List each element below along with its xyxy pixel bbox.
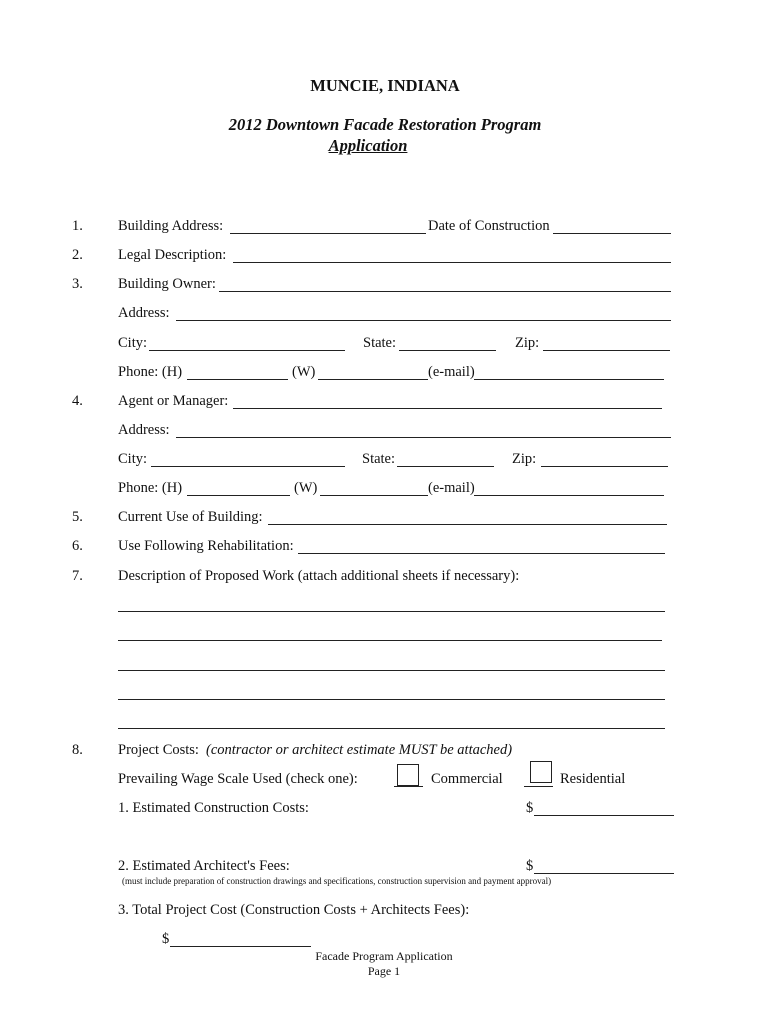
building-owner-field[interactable] — [219, 291, 671, 292]
total-label: 3. Total Project Cost (Construction Costs + Architects Fees): — [118, 902, 470, 918]
owner-email-field[interactable] — [474, 379, 664, 380]
owner-address-label: Address: — [118, 305, 170, 321]
description-line[interactable] — [118, 699, 665, 700]
est-construction-label: 1. Estimated Construction Costs: — [118, 800, 309, 816]
date-of-construction-label: Date of Construction — [428, 218, 550, 234]
owner-phone-w-label: (W) — [292, 364, 316, 380]
agent-email-label: (e-mail) — [428, 480, 475, 496]
footer-title: Facade Program Application — [315, 949, 453, 963]
residential-checkbox[interactable] — [530, 761, 552, 783]
application-title: Application — [328, 136, 408, 155]
building-address-label: Building Address: — [118, 218, 224, 234]
agent-city-label: City: — [118, 451, 148, 467]
item-number: 5. — [72, 509, 83, 525]
residential-label: Residential — [560, 771, 626, 787]
owner-email-label: (e-mail) — [428, 364, 475, 380]
use-following-field[interactable] — [298, 553, 665, 554]
agent-state-label: State: — [362, 451, 396, 467]
building-owner-label: Building Owner: — [118, 276, 216, 292]
agent-address-label: Address: — [118, 422, 170, 438]
agent-state-field[interactable] — [397, 466, 494, 467]
commercial-checkbox[interactable] — [397, 764, 419, 786]
owner-zip-label: Zip: — [515, 335, 540, 351]
item-number: 4. — [72, 393, 83, 409]
agent-phone-w-label: (W) — [294, 480, 318, 496]
legal-description-field[interactable] — [233, 262, 671, 263]
item-number: 8. — [72, 742, 83, 758]
owner-phone-h-label: Phone: (H) — [118, 364, 183, 380]
agent-zip-field[interactable] — [541, 466, 668, 467]
description-line[interactable] — [118, 611, 665, 612]
page-title: MUNCIE, INDIANA — [310, 76, 460, 95]
agent-zip-label: Zip: — [512, 451, 537, 467]
owner-phone-h-field[interactable] — [187, 379, 288, 380]
description-line[interactable] — [118, 640, 662, 641]
total-field[interactable] — [170, 946, 311, 947]
page-number: Page 1 — [367, 964, 401, 978]
architect-note: (must include preparation of construction drawings and specifications, construction supervision and payment approval) — [122, 876, 552, 886]
residential-underline — [524, 786, 553, 787]
project-costs-label: Project Costs: — [118, 742, 199, 758]
agent-address-field[interactable] — [176, 437, 671, 438]
current-use-field[interactable] — [268, 524, 667, 525]
item-number: 1. — [72, 218, 83, 234]
est-architect-field[interactable] — [534, 873, 674, 874]
commercial-underline — [394, 786, 423, 787]
owner-state-label: State: — [363, 335, 397, 351]
commercial-label: Commercial — [431, 771, 503, 787]
description-line[interactable] — [118, 728, 665, 729]
agent-phone-w-field[interactable] — [320, 495, 428, 496]
est-construction-field[interactable] — [534, 815, 674, 816]
description-label: Description of Proposed Work (attach additional sheets if necessary): — [118, 568, 520, 584]
prevailing-label: Prevailing Wage Scale Used (check one): — [118, 771, 358, 787]
description-line[interactable] — [118, 670, 665, 671]
est-architect-label: 2. Estimated Architect's Fees: — [118, 858, 290, 874]
use-following-label: Use Following Rehabilitation: — [118, 538, 294, 554]
item-number: 3. — [72, 276, 83, 292]
dollar-sign: $ — [526, 858, 534, 874]
building-address-field[interactable] — [230, 233, 426, 234]
program-title: 2012 Downtown Facade Restoration Program — [228, 115, 542, 134]
owner-phone-w-field[interactable] — [318, 379, 428, 380]
dollar-sign: $ — [162, 931, 170, 947]
agent-field[interactable] — [233, 408, 662, 409]
item-number: 6. — [72, 538, 83, 554]
legal-description-label: Legal Description: — [118, 247, 227, 263]
dollar-sign: $ — [526, 800, 534, 816]
agent-label: Agent or Manager: — [118, 393, 229, 409]
agent-phone-h-label: Phone: (H) — [118, 480, 183, 496]
owner-city-field[interactable] — [149, 350, 345, 351]
agent-email-field[interactable] — [474, 495, 664, 496]
project-costs-note: (contractor or architect estimate MUST be attached) — [206, 742, 513, 758]
date-of-construction-field[interactable] — [553, 233, 671, 234]
agent-city-field[interactable] — [151, 466, 345, 467]
agent-phone-h-field[interactable] — [187, 495, 290, 496]
owner-zip-field[interactable] — [543, 350, 670, 351]
owner-state-field[interactable] — [399, 350, 496, 351]
owner-city-label: City: — [118, 335, 148, 351]
owner-address-field[interactable] — [176, 320, 671, 321]
item-number: 7. — [72, 568, 83, 584]
item-number: 2. — [72, 247, 83, 263]
current-use-label: Current Use of Building: — [118, 509, 263, 525]
